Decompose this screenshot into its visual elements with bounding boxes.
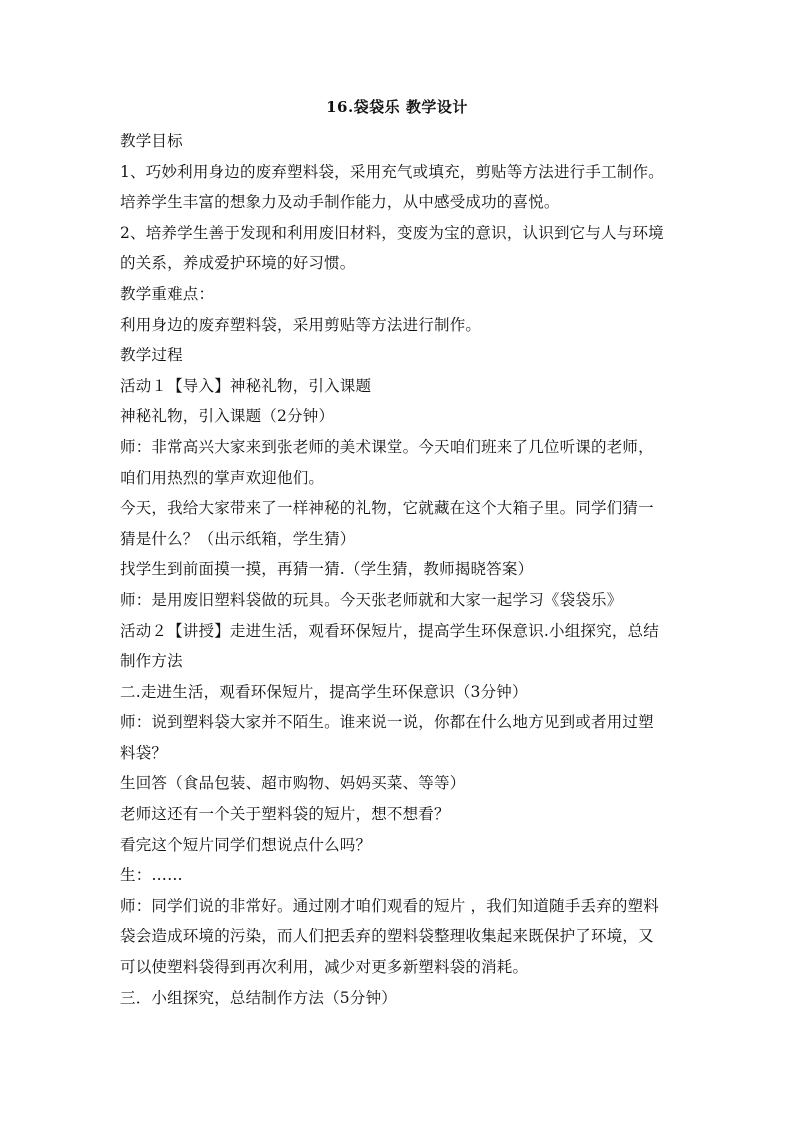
paragraph-line: 今天，我给大家带来了一样神秘的礼物，它就藏在这个大箱子里。同学们猜一	[120, 499, 654, 518]
paragraph-line: 培养学生丰富的想象力及动手制作能力，从中感受成功的喜悦。	[120, 193, 560, 212]
paragraph-line: 看完这个短片同学们想说点什么吗？	[120, 835, 372, 854]
paragraph-line: 利用身边的废弃塑料袋，采用剪贴等方法进行制作。	[120, 315, 482, 334]
paragraph-line: 神秘礼物，引入课题（2分钟）	[120, 407, 335, 426]
paragraph-line: 教学过程	[120, 346, 183, 365]
paragraph-line: 1、巧妙利用身边的废弃塑料袋，采用充气或填充，剪贴等方法进行手工制作。	[120, 162, 664, 181]
paragraph-line: 三．小组探究，总结制作方法（5分钟）	[120, 988, 397, 1007]
paragraph-line: 生：……	[120, 866, 183, 885]
paragraph-line: 找学生到前面摸一摸，再猜一猜.（学生猜，教师揭晓答案）	[120, 560, 534, 579]
paragraph-line: 可以使塑料袋得到再次利用，减少对更多新塑料袋的消耗。	[120, 958, 529, 977]
paragraph-line: 老师这还有一个关于塑料袋的短片，想不想看？	[120, 805, 450, 824]
paragraph-line: 袋会造成环境的污染，而人们把丢弃的塑料袋整理收集起来既保护了环境，又	[120, 927, 654, 946]
paragraph-line: 师：非常高兴大家来到张老师的美术课堂。今天咱们班来了几位听课的老师，	[120, 437, 654, 456]
paragraph-line: 制作方法	[120, 652, 183, 671]
paragraph-line: 师：是用废旧塑料袋做的玩具。今天张老师就和大家一起学习《袋袋乐》	[120, 590, 623, 609]
document-body	[120, 126, 680, 1013]
document-title: 16.袋袋乐 教学设计	[326, 98, 468, 116]
paragraph-line: 生回答（食品包装、超市购物、妈妈买菜、等等）	[120, 774, 466, 793]
paragraph-line: 师：说到塑料袋大家并不陌生。谁来说一说，你都在什么地方见到或者用过塑	[120, 713, 654, 732]
paragraph-line: 料袋？	[120, 743, 168, 762]
paragraph-line: 活动１【导入】神秘礼物，引入课题	[120, 376, 372, 395]
paragraph-line: 2、培养学生善于发现和利用废旧材料，变废为宝的意识，认识到它与人与环境	[120, 223, 664, 242]
paragraph-line: 教学重难点：	[120, 284, 215, 303]
paragraph-line: 教学目标	[120, 132, 183, 150]
paragraph-line: 咱们用热烈的掌声欢迎他们。	[120, 468, 325, 487]
paragraph-line: 师：同学们说的非常好。通过刚才咱们观看的短片 ，我们知道随手丢弃的塑料	[120, 896, 659, 915]
paragraph-line: 二.走进生活，观看环保短片，提高学生环保意识（3分钟）	[120, 682, 528, 701]
paragraph-line: 活动２【讲授】走进生活，观看环保短片，提高学生环保意识.小组探究，总结	[120, 621, 659, 640]
paragraph-line: 的关系，养成爱护环境的好习惯。	[120, 254, 356, 273]
paragraph-line: 猜是什么？（出示纸箱，学生猜）	[120, 529, 356, 548]
